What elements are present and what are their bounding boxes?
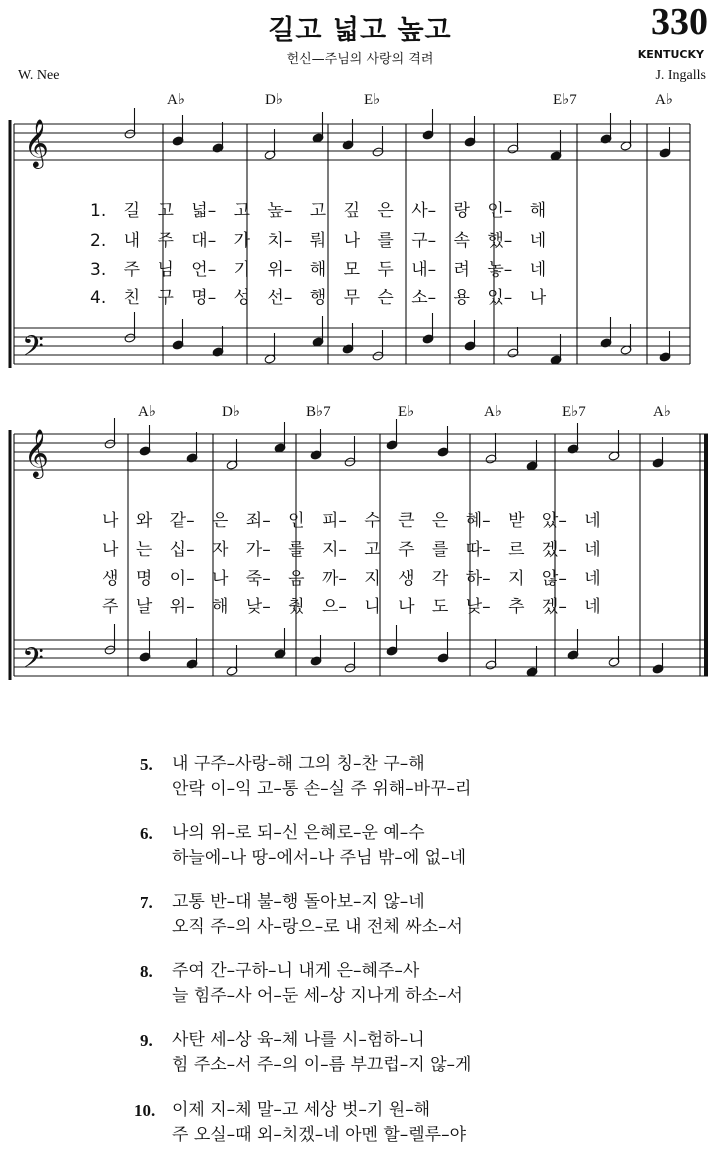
chord-symbol: A♭ [484, 404, 502, 420]
verse-line: 하늘에–나 땅–에서–나 주님 밖–에 없–네 [172, 848, 467, 868]
verse-line: 힘 주소–서 주–의 이–름 부끄럽–지 않–게 [172, 1055, 472, 1075]
verse-number: 7. [140, 893, 153, 912]
verse-line: 이제 지–체 말–고 세상 벗–기 원–해 [172, 1100, 431, 1120]
verse-5 [140, 752, 471, 802]
verse-10 [134, 1098, 467, 1148]
verse-line: 사탄 세–상 육–체 나를 시–험하–니 [172, 1030, 425, 1050]
composer: J. Ingalls [655, 68, 706, 83]
hymn-title: 길고 넓고 높고 [268, 15, 452, 46]
chord-symbol: E♭ [398, 404, 415, 420]
chord-symbol: E♭7 [562, 404, 586, 420]
lyric-line-verse-1: 나 와 같– 은 죄– 인 피– 수 큰 은 혜– 받 았– 네 [102, 511, 601, 531]
verse-7 [140, 890, 463, 940]
verse-line: 늘 힘주–사 어–둔 세–상 지나게 하소–서 [172, 986, 463, 1006]
lyric-line-verse-3: 3. 주 님 언– 기 위– 해 모 두 내– 려 놓– 네 [90, 260, 547, 280]
verse-number: 8. [140, 962, 153, 981]
verse-line: 고통 반–대 불–행 돌아보–지 않–네 [172, 892, 425, 912]
verse-6 [140, 821, 466, 871]
bass-clef-icon: 𝄢 [22, 330, 44, 370]
chord-symbol: A♭ [655, 92, 673, 108]
chord-symbol: E♭ [364, 92, 381, 108]
hymn-number: 330 [651, 1, 708, 43]
chord-symbol: A♭ [138, 404, 156, 420]
verse-8 [140, 959, 463, 1009]
lyric-line-verse-3: 생 명 이– 나 죽– 음 까– 지 생 각 하– 지 않– 네 [102, 569, 601, 589]
lyric-line-verse-2: 2. 내 주 대– 가 치– 뤄 나 를 구– 속 했– 네 [90, 231, 547, 251]
lyric-line-verse-1: 1. 길 고 넓– 고 높– 고 깊 은 사– 랑 인– 해 [90, 201, 547, 221]
treble-clef-icon: 𝄞 [24, 118, 49, 167]
chord-symbol: A♭ [167, 92, 185, 108]
lyric-line-verse-2: 나 는 십– 자 가– 를 지– 고 주 를 따– 르 겠– 네 [102, 540, 601, 560]
treble-clef-icon: 𝄞 [24, 428, 49, 477]
verse-line: 내 구주–사랑–해 그의 칭–찬 구–해 [172, 754, 425, 774]
verse-line: 주여 간–구하–니 내게 은–혜주–사 [172, 961, 420, 981]
verse-number: 5. [140, 755, 153, 774]
verse-9 [140, 1028, 471, 1078]
chord-symbol: D♭ [265, 92, 283, 108]
chord-symbol: E♭7 [553, 92, 577, 108]
verse-line: 나의 위–로 되–신 은혜로–운 예–수 [172, 823, 425, 843]
bass-clef-icon: 𝄢 [22, 642, 44, 682]
verse-number: 6. [140, 824, 153, 843]
lyricist: W. Nee [18, 68, 60, 83]
chord-symbol: D♭ [222, 404, 240, 420]
verse-number: 9. [140, 1031, 153, 1050]
chord-symbol: A♭ [653, 404, 671, 420]
lyric-line-verse-4: 4. 친 구 명– 성 선– 행 무 슨 소– 용 있– 나 [90, 288, 547, 308]
verse-number: 10. [134, 1101, 156, 1120]
verse-line: 오직 주–의 사–랑으–로 내 전체 싸소–서 [172, 917, 463, 937]
verse-line: 주 오실–때 외–치겠–네 아멘 할–렐루–야 [172, 1125, 467, 1145]
verse-line: 안락 이–익 고–통 손–실 주 위해–바꾸–리 [172, 779, 472, 799]
lyric-line-verse-4: 주 날 위– 해 낮– 췄 으– 니 나 도 낮– 추 겠– 네 [102, 597, 601, 617]
tune-name: KENTUCKY [637, 48, 704, 61]
hymn-subtitle: 헌신—주님의 사랑의 격려 [286, 52, 434, 67]
chord-symbol: B♭7 [306, 404, 331, 420]
